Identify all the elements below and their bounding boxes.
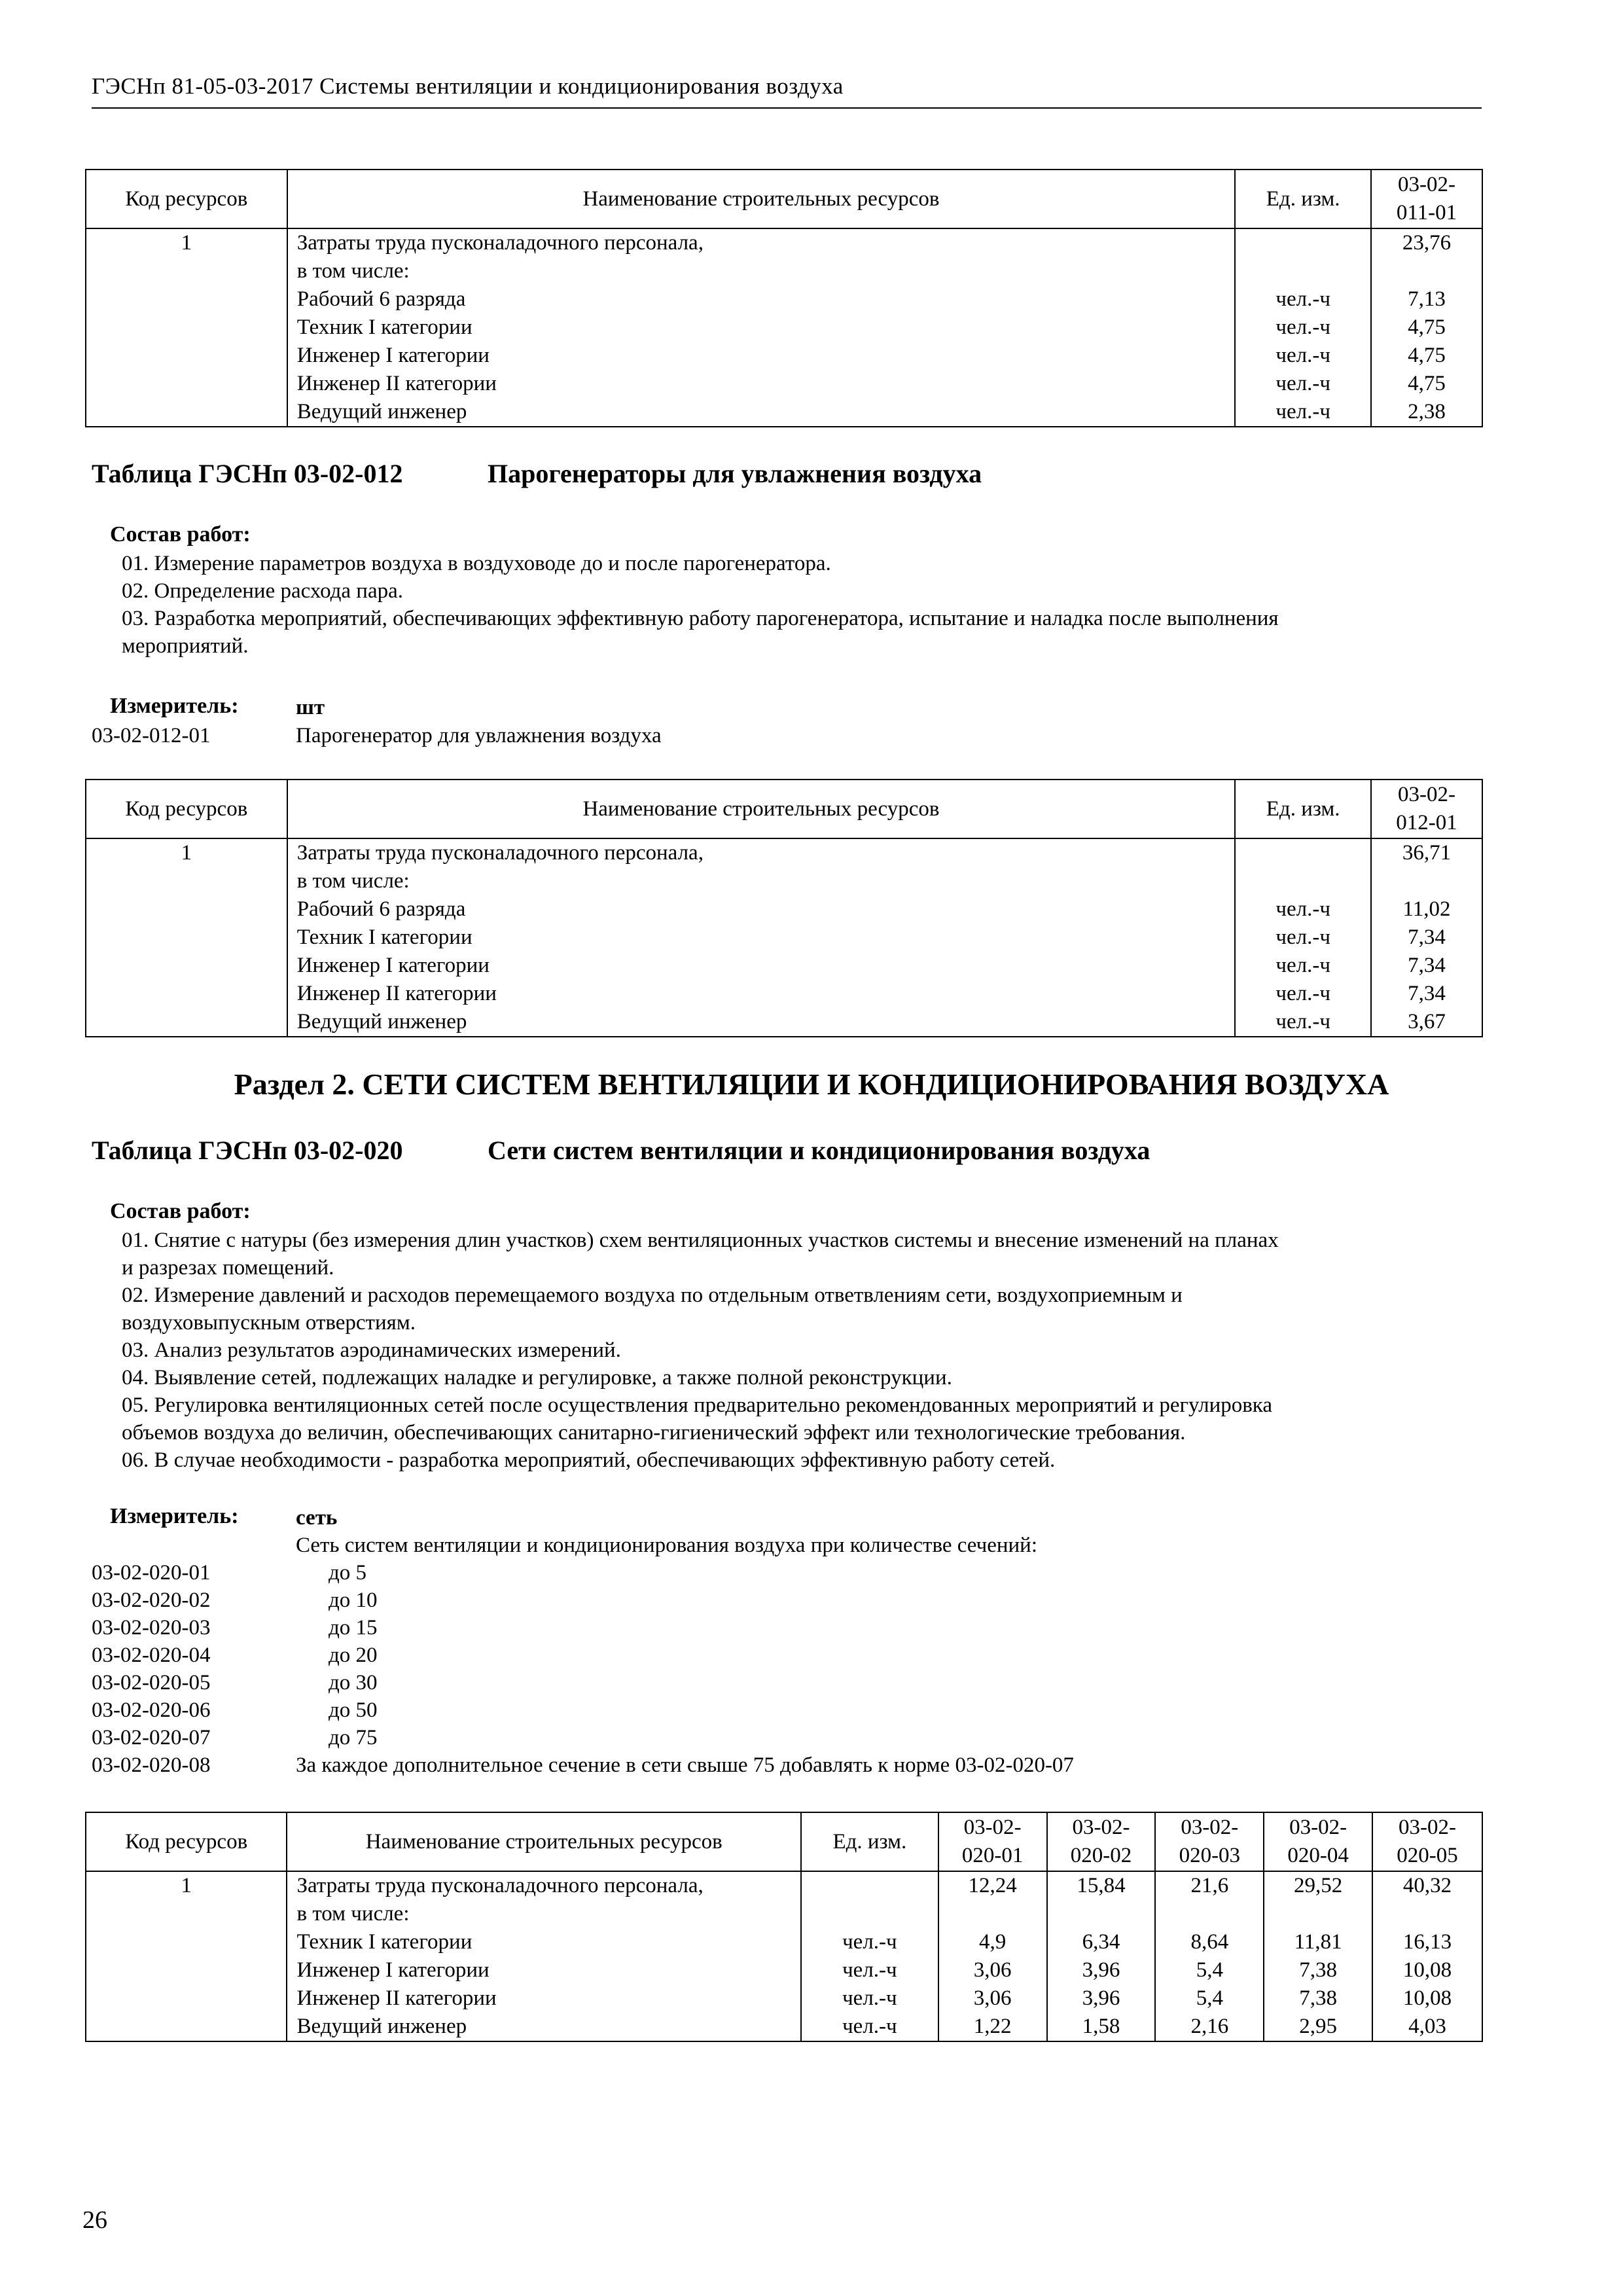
col-header-norm <box>1371 170 1482 228</box>
value-cell: 12,24 <box>968 1874 1017 1897</box>
resource-name: Затраты труда пусконаладочного персонала, <box>296 231 704 255</box>
unit-cell: чел.-ч <box>1275 315 1330 339</box>
col-header-name: Наименование строительных ресурсов <box>287 170 1236 228</box>
norm-code: 03-02-020-08 <box>92 1753 211 1777</box>
norm-code: 03-02-020-04 <box>92 1643 211 1667</box>
col-header-norm <box>938 1812 1047 1871</box>
resource-names <box>287 228 1236 427</box>
work-item: объемов воздуха до величин, обеспечивающих санитарно-гигиенический эффект или технологические требования. <box>122 1421 1186 1444</box>
value-cell: 4,75 <box>1408 372 1446 395</box>
value-cell: 3,06 <box>973 1958 1012 1982</box>
unit-cell: чел.-ч <box>1275 344 1330 367</box>
value-cell: 5,4 <box>1196 1986 1223 2010</box>
value-cell: 5,4 <box>1196 1958 1223 1982</box>
col-header-code: Код ресурсов <box>86 1812 287 1871</box>
unit-cell <box>1245 839 1361 867</box>
value-cell: 3,96 <box>1082 1958 1120 1982</box>
col-header-code: Код ресурсов <box>86 780 287 838</box>
resource-name: Ведущий инженер <box>296 1010 467 1033</box>
unit-cell: чел.-ч <box>842 1930 897 1954</box>
value-cell: 10,08 <box>1402 1958 1452 1982</box>
value-cell: 2,95 <box>1299 2015 1338 2038</box>
table-title-020 <box>92 1135 1150 1166</box>
table-name: Парогенераторы для увлажнения воздуха <box>488 459 982 488</box>
section-title: Раздел 2. СЕТИ СИСТЕМ ВЕНТИЛЯЦИИ И КОНДИЦИОНИРОВАНИЯ ВОЗДУХА <box>234 1067 1389 1101</box>
col-header-norm <box>1155 1812 1264 1871</box>
resource-name: Инженер I категории <box>296 954 490 977</box>
value-cell <box>1165 1900 1254 1928</box>
unit-cell: чел.-ч <box>842 1986 897 2010</box>
table-name: Сети систем вентиляции и кондиционирования воздуха <box>488 1136 1150 1165</box>
works-label: Состав работ: <box>110 522 251 547</box>
value-cell: 40,32 <box>1402 1874 1452 1897</box>
resource-name: Ведущий инженер <box>296 2015 467 2038</box>
norm-code-part1: 03-02- <box>1181 1816 1239 1839</box>
norm-code: 03-02-020-01 <box>92 1561 211 1585</box>
norm-name: За каждое дополнительное сечение в сети свыше 75 добавлять к норме 03-02-020-07 <box>296 1753 1074 1777</box>
value-cell: 11,02 <box>1402 897 1451 921</box>
value-cell <box>1274 1900 1363 1928</box>
page-number: 26 <box>82 2206 107 2234</box>
table-label: Таблица ГЭСНп 03-02-012 <box>92 459 403 488</box>
value-cell <box>1381 257 1472 285</box>
resource-name: Техник I категории <box>296 925 473 949</box>
value-cell: 7,38 <box>1299 1986 1338 2010</box>
norm-code-part2: 020-05 <box>1397 1844 1458 1867</box>
value-cell: 23,76 <box>1402 231 1452 255</box>
norm-code-part1: 03-02- <box>1399 1816 1457 1839</box>
col-header-code: Код ресурсов <box>86 170 287 228</box>
work-item: 03. Анализ результатов аэродинамических измерений. <box>122 1338 621 1362</box>
resource-values-020-05 <box>1372 1871 1482 2041</box>
unit-cell <box>1245 867 1361 895</box>
value-cell <box>948 1900 1037 1928</box>
table-row <box>86 838 1482 1037</box>
work-item: 05. Регулировка вентиляционных сетей после осуществления предварительно рекомендованных мероприятий и регулировка <box>122 1393 1272 1417</box>
work-item: воздуховыпускным отверстиям. <box>122 1311 416 1335</box>
norm-code: 03-02-020-03 <box>92 1616 211 1640</box>
resource-table-020 <box>85 1812 1483 2042</box>
norm-code: 03-02-020-05 <box>92 1671 211 1695</box>
col-header-unit: Ед. изм. <box>801 1812 938 1871</box>
resource-values <box>1371 838 1482 1037</box>
value-cell: 6,34 <box>1082 1930 1120 1954</box>
measure-unit: сеть <box>296 1506 338 1530</box>
norm-code-part2: 020-04 <box>1287 1844 1349 1867</box>
norm-code-part1: 03-02- <box>1289 1816 1347 1839</box>
measure-label: Измеритель: <box>110 694 239 718</box>
unit-cell: чел.-ч <box>1275 897 1330 921</box>
unit-cell: чел.-ч <box>1275 925 1330 949</box>
unit-cell: чел.-ч <box>1275 400 1330 423</box>
resource-code: 1 <box>86 838 287 1037</box>
value-cell: 7,34 <box>1408 925 1446 949</box>
table-header-row <box>86 1812 1482 1871</box>
value-cell: 8,64 <box>1190 1930 1229 1954</box>
norm-name: до 20 <box>329 1643 378 1667</box>
resource-name: в том числе: <box>296 259 410 283</box>
norm-name: Парогенератор для увлажнения воздуха <box>296 724 662 747</box>
works-label: Состав работ: <box>110 1199 251 1223</box>
table-row <box>86 228 1482 427</box>
work-item: мероприятий. <box>122 634 249 658</box>
value-cell: 2,38 <box>1408 400 1446 423</box>
resource-values <box>1371 228 1482 427</box>
resource-name: Инженер I категории <box>296 344 490 367</box>
value-cell: 7,13 <box>1408 287 1446 311</box>
norm-code-part2: 020-03 <box>1179 1844 1241 1867</box>
resource-name: Затраты труда пусконаладочного персонала, <box>296 841 704 865</box>
work-item: 02. Определение расхода пара. <box>122 579 404 603</box>
value-cell: 16,13 <box>1402 1930 1452 1954</box>
value-cell <box>1381 867 1472 895</box>
unit-cell <box>811 1872 929 1900</box>
value-cell: 3,67 <box>1408 1010 1446 1033</box>
value-cell: 3,96 <box>1082 1986 1120 2010</box>
col-header-name: Наименование строительных ресурсов <box>287 780 1236 838</box>
norm-code-part1: 03-02- <box>1398 783 1456 806</box>
work-item: 01. Снятие с натуры (без измерения длин участков) схем вентиляционных участков системы и внесение изменений на планах <box>122 1229 1279 1252</box>
table-label: Таблица ГЭСНп 03-02-020 <box>92 1136 403 1165</box>
norm-code: 03-02-020-02 <box>92 1588 211 1612</box>
col-header-norm <box>1371 780 1482 838</box>
unit-cell: чел.-ч <box>1275 1010 1330 1033</box>
resource-code: 1 <box>86 228 287 427</box>
resource-name: в том числе: <box>296 869 410 893</box>
value-cell <box>1057 1900 1146 1928</box>
table-title-012 <box>92 458 982 489</box>
value-cell: 29,52 <box>1294 1874 1343 1897</box>
resource-values-020-01 <box>938 1871 1047 2041</box>
table-row <box>86 1871 1482 2041</box>
norm-code-part2: 020-02 <box>1070 1844 1132 1867</box>
resource-values-020-04 <box>1264 1871 1372 2041</box>
table-header-row <box>86 170 1482 228</box>
resource-name: Техник I категории <box>296 1930 473 1954</box>
running-header: ГЭСНп 81-05-03-2017 Системы вентиляции и кондиционирования воздуха <box>92 73 844 99</box>
resource-values-020-02 <box>1047 1871 1156 2041</box>
norm-name: до 75 <box>329 1726 378 1749</box>
value-cell: 3,06 <box>973 1986 1012 2010</box>
resource-table-011 <box>85 169 1483 427</box>
resource-name: Инженер II категории <box>296 372 497 395</box>
value-cell: 1,58 <box>1082 2015 1120 2038</box>
norm-name: до 50 <box>329 1698 378 1722</box>
norm-code-part1: 03-02- <box>1072 1816 1130 1839</box>
norm-code-part2: 020-01 <box>961 1844 1024 1867</box>
value-cell <box>1382 1900 1472 1928</box>
work-item: 06. В случае необходимости - разработка мероприятий, обеспечивающих эффективную работу сетей. <box>122 1448 1056 1472</box>
table-header-row <box>86 780 1482 838</box>
col-header-unit: Ед. изм. <box>1235 780 1371 838</box>
resource-units <box>801 1871 938 2041</box>
value-cell: 7,38 <box>1299 1958 1338 1982</box>
unit-cell: чел.-ч <box>1275 982 1330 1005</box>
value-cell: 4,75 <box>1408 315 1446 339</box>
value-cell: 1,22 <box>973 2015 1012 2038</box>
resource-name: Техник I категории <box>296 315 473 339</box>
unit-cell: чел.-ч <box>1275 954 1330 977</box>
resource-name: Рабочий 6 разряда <box>296 897 466 921</box>
value-cell: 4,03 <box>1408 2015 1446 2038</box>
resource-name: в том числе: <box>296 1902 410 1926</box>
value-cell: 21,6 <box>1190 1874 1229 1897</box>
col-header-norm <box>1372 1812 1482 1871</box>
work-item: 03. Разработка мероприятий, обеспечивающих эффективную работу парогенератора, испытание и наладка после выполнения <box>122 607 1279 630</box>
col-header-norm <box>1264 1812 1372 1871</box>
resource-names <box>287 838 1236 1037</box>
value-cell: 7,34 <box>1408 954 1446 977</box>
norm-code-part1: 03-02- <box>963 1816 1022 1839</box>
works-list-012 <box>122 550 1489 660</box>
norm-name: до 10 <box>329 1588 378 1612</box>
unit-cell: чел.-ч <box>842 1958 897 1982</box>
value-cell: 11,81 <box>1294 1930 1342 1954</box>
work-item: 01. Измерение параметров воздуха в воздуховоде до и после парогенератора. <box>122 552 831 575</box>
measure-unit: шт <box>296 696 325 719</box>
work-item: и разрезах помещений. <box>122 1256 334 1280</box>
norm-code-part2: 011-01 <box>1396 201 1457 224</box>
work-item: 02. Измерение давлений и расходов перемещаемого воздуха по отдельным ответвлениям сети, воздухоприемным и <box>122 1283 1183 1307</box>
resource-name: Рабочий 6 разряда <box>296 287 466 311</box>
norm-name: до 5 <box>329 1561 367 1585</box>
resource-name: Затраты труда пусконаладочного персонала, <box>296 1874 704 1897</box>
value-cell: 4,9 <box>979 1930 1007 1954</box>
norm-code-part1: 03-02- <box>1398 173 1456 196</box>
unit-cell <box>1245 257 1361 285</box>
resource-table-012 <box>85 779 1483 1037</box>
resource-name: Инженер II категории <box>296 982 497 1005</box>
col-header-name: Наименование строительных ресурсов <box>287 1812 801 1871</box>
norm-code: 03-02-012-01 <box>92 724 211 747</box>
resource-name: Инженер I категории <box>296 1958 490 1982</box>
unit-cell <box>1245 229 1361 257</box>
value-cell: 7,34 <box>1408 982 1446 1005</box>
norm-code: 03-02-020-07 <box>92 1726 211 1749</box>
measure-description: Сеть систем вентиляции и кондиционирования воздуха при количестве сечений: <box>296 1534 1038 1557</box>
resource-name: Ведущий инженер <box>296 400 467 423</box>
work-item: 04. Выявление сетей, подлежащих наладке и регулировке, а также полной реконструкции. <box>122 1366 952 1390</box>
unit-cell: чел.-ч <box>1275 287 1330 311</box>
col-header-norm <box>1047 1812 1156 1871</box>
resource-code: 1 <box>86 1871 287 2041</box>
unit-cell <box>811 1900 929 1928</box>
norm-code: 03-02-020-06 <box>92 1698 211 1722</box>
col-header-unit: Ед. изм. <box>1235 170 1371 228</box>
value-cell: 10,08 <box>1402 1986 1452 2010</box>
header-rule <box>92 107 1482 109</box>
norm-name: до 15 <box>329 1616 378 1640</box>
value-cell: 36,71 <box>1402 841 1452 865</box>
resource-name: Инженер II категории <box>296 1986 497 2010</box>
value-cell: 2,16 <box>1190 2015 1229 2038</box>
norm-code-part2: 012-01 <box>1396 811 1457 834</box>
value-cell: 15,84 <box>1077 1874 1126 1897</box>
value-cell: 4,75 <box>1408 344 1446 367</box>
works-list-020 <box>122 1227 1489 1474</box>
measure-label: Измеритель: <box>110 1504 239 1528</box>
unit-cell: чел.-ч <box>1275 372 1330 395</box>
resource-values-020-03 <box>1155 1871 1264 2041</box>
resource-units <box>1235 838 1371 1037</box>
unit-cell: чел.-ч <box>842 2015 897 2038</box>
resource-units <box>1235 228 1371 427</box>
resource-names <box>287 1871 801 2041</box>
norm-name: до 30 <box>329 1671 378 1695</box>
